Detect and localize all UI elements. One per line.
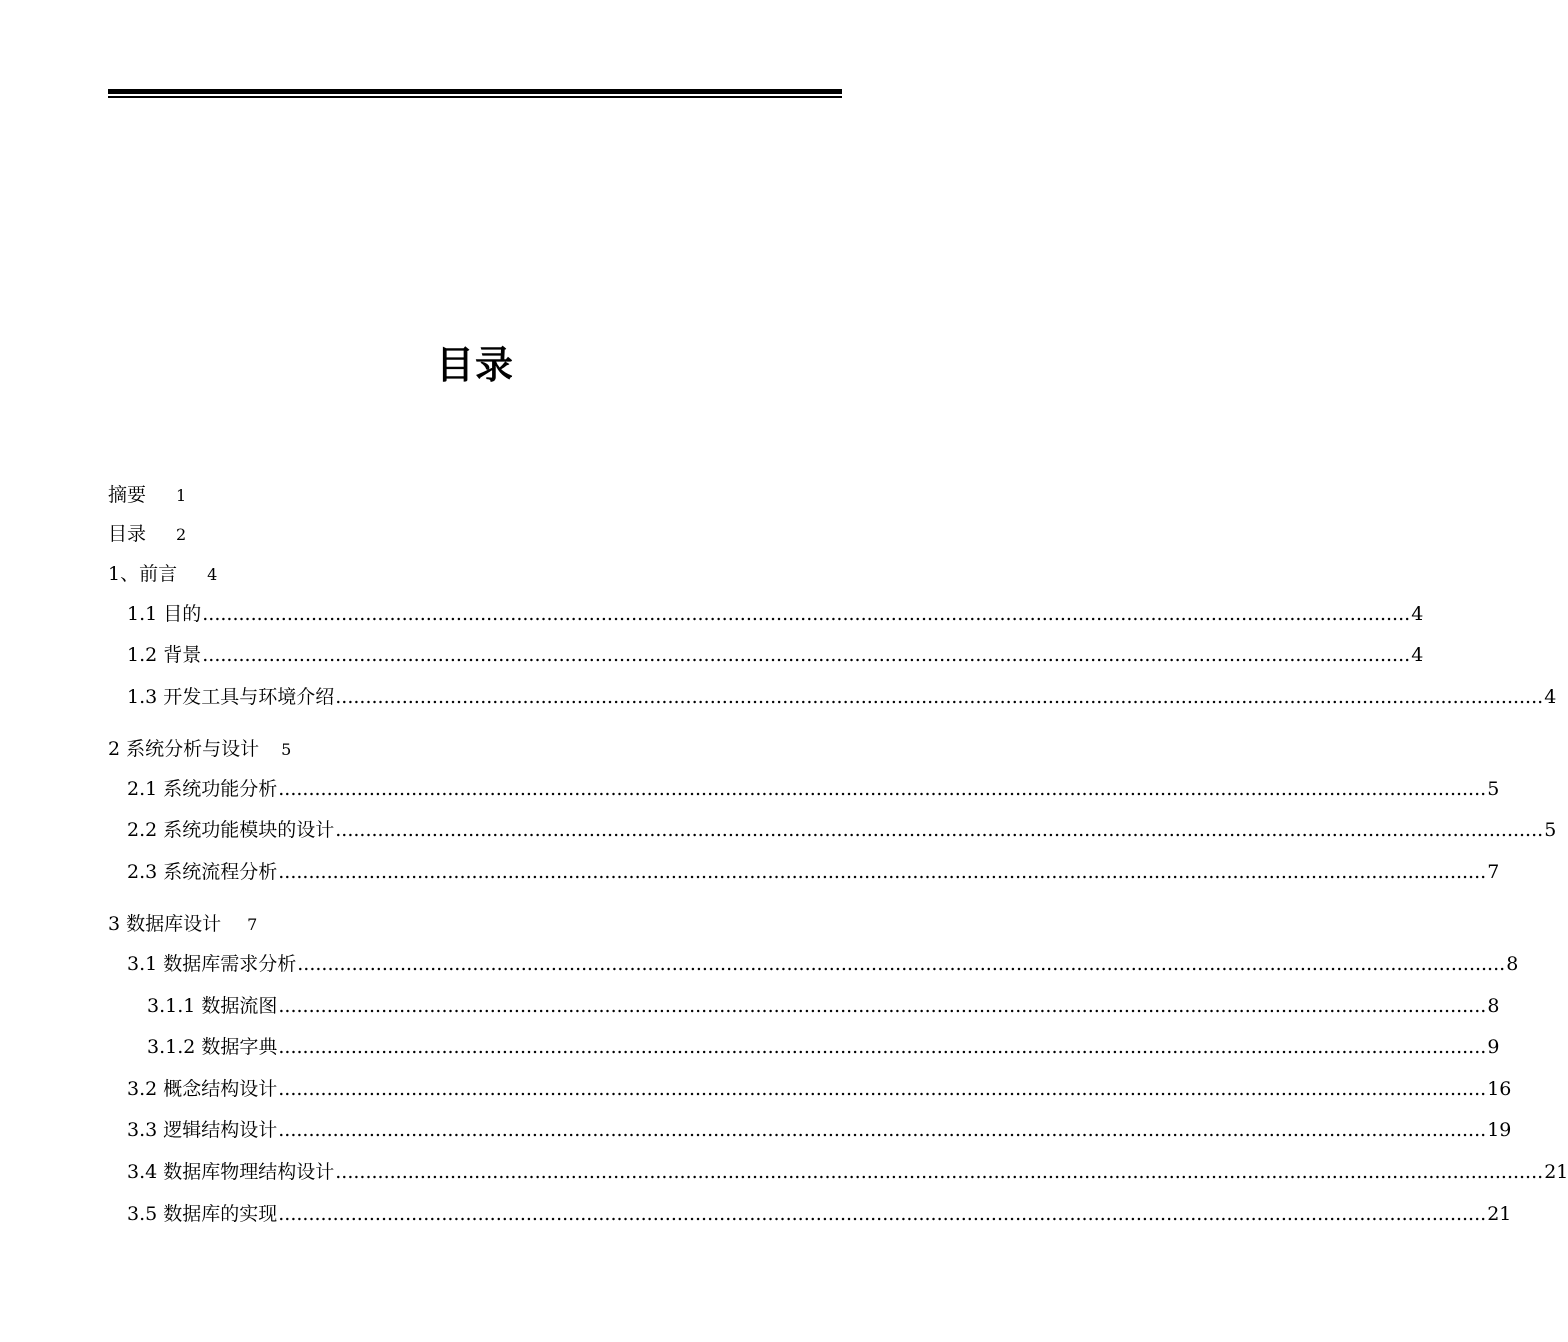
toc-page: 4 (1411, 644, 1424, 666)
toc-entry-preface[interactable] (108, 562, 217, 587)
toc-entry-contents[interactable] (108, 522, 186, 547)
page-title: 目录 (435, 342, 514, 387)
toc-page: 4 (1544, 686, 1557, 708)
toc-entry-1-3[interactable] (127, 685, 1557, 709)
header-rule-thin (108, 96, 842, 98)
toc-label: 3.1.2 数据字典 (147, 1036, 278, 1058)
toc-label: 目录 (108, 523, 147, 545)
header-rule-thick (108, 89, 842, 94)
toc-label: 2.1 系统功能分析 (127, 778, 278, 800)
dot-leader: ........................................................................................................................................................................................................ (278, 778, 1487, 800)
toc-entry-3-2[interactable] (127, 1077, 1512, 1101)
toc-entry-3-1-2[interactable] (147, 1035, 1500, 1059)
toc-entry-chapter-2[interactable] (108, 737, 291, 762)
toc-label: 3.4 数据库物理结构设计 (127, 1161, 335, 1183)
toc-entry-3-5[interactable] (127, 1202, 1512, 1226)
toc-entry-chapter-3[interactable] (108, 912, 257, 937)
dot-leader: ........................................................................................................................................................................................................ (278, 861, 1487, 883)
toc-label: 3 数据库设计 (108, 913, 222, 935)
toc-entry-2-2[interactable] (127, 818, 1557, 842)
dot-leader: ........................................................................................................................................................................................................ (278, 1119, 1487, 1141)
toc-entry-3-4[interactable] (127, 1160, 1568, 1184)
toc-entry-abstract[interactable] (108, 483, 186, 508)
toc-page: 4 (207, 565, 218, 584)
toc-entry-1-2[interactable] (127, 643, 1424, 667)
toc-page: 21 (1487, 1203, 1512, 1225)
dot-leader: ........................................................................................................................................................................................................ (278, 995, 1487, 1017)
toc-page: 2 (176, 525, 187, 544)
toc-entry-2-1[interactable] (127, 777, 1500, 801)
toc-label: 3.5 数据库的实现 (127, 1203, 278, 1225)
toc-label: 1.2 背景 (127, 644, 202, 666)
dot-leader: ........................................................................................................................................................................................................ (335, 1161, 1544, 1183)
toc-label: 3.1.1 数据流图 (147, 995, 278, 1017)
toc-label: 2 系统分析与设计 (108, 738, 260, 760)
dot-leader: ........................................................................................................................................................................................................ (202, 603, 1411, 625)
toc-label: 3.1 数据库需求分析 (127, 953, 297, 975)
toc-entry-3-1-1[interactable] (147, 994, 1500, 1018)
toc-page: 5 (1487, 778, 1500, 800)
toc-label: 摘要 (108, 484, 147, 506)
toc-entry-3-1[interactable] (127, 952, 1519, 976)
toc-page: 8 (1487, 995, 1500, 1017)
dot-leader: ........................................................................................................................................................................................................ (335, 686, 1544, 708)
toc-label: 3.3 逻辑结构设计 (127, 1119, 278, 1141)
toc-page: 9 (1487, 1036, 1500, 1058)
toc-page: 7 (1487, 861, 1500, 883)
dot-leader: ........................................................................................................................................................................................................ (278, 1203, 1487, 1225)
dot-leader: ........................................................................................................................................................................................................ (335, 819, 1544, 841)
toc-label: 2.2 系统功能模块的设计 (127, 819, 335, 841)
toc-label: 1、前言 (108, 563, 178, 585)
toc-page: 19 (1487, 1119, 1512, 1141)
dot-leader: ........................................................................................................................................................................................................ (278, 1078, 1487, 1100)
toc-entry-3-3[interactable] (127, 1118, 1512, 1142)
toc-page: 21 (1544, 1161, 1568, 1183)
toc-entry-1-1[interactable] (127, 602, 1424, 626)
toc-label: 2.3 系统流程分析 (127, 861, 278, 883)
toc-page: 7 (247, 915, 258, 934)
header-rule (108, 89, 842, 98)
toc-page: 16 (1487, 1078, 1512, 1100)
toc-page: 5 (281, 740, 292, 759)
dot-leader: ........................................................................................................................................................................................................ (202, 644, 1411, 666)
dot-leader: ........................................................................................................................................................................................................ (297, 953, 1506, 975)
toc-page: 4 (1411, 603, 1424, 625)
toc-page: 5 (1544, 819, 1557, 841)
toc-entry-2-3[interactable] (127, 860, 1500, 884)
toc-label: 1.1 目的 (127, 603, 202, 625)
toc-label: 1.3 开发工具与环境介绍 (127, 686, 335, 708)
toc-label: 3.2 概念结构设计 (127, 1078, 278, 1100)
toc-page: 8 (1506, 953, 1519, 975)
dot-leader: ........................................................................................................................................................................................................ (278, 1036, 1487, 1058)
toc-page: 1 (176, 486, 187, 505)
